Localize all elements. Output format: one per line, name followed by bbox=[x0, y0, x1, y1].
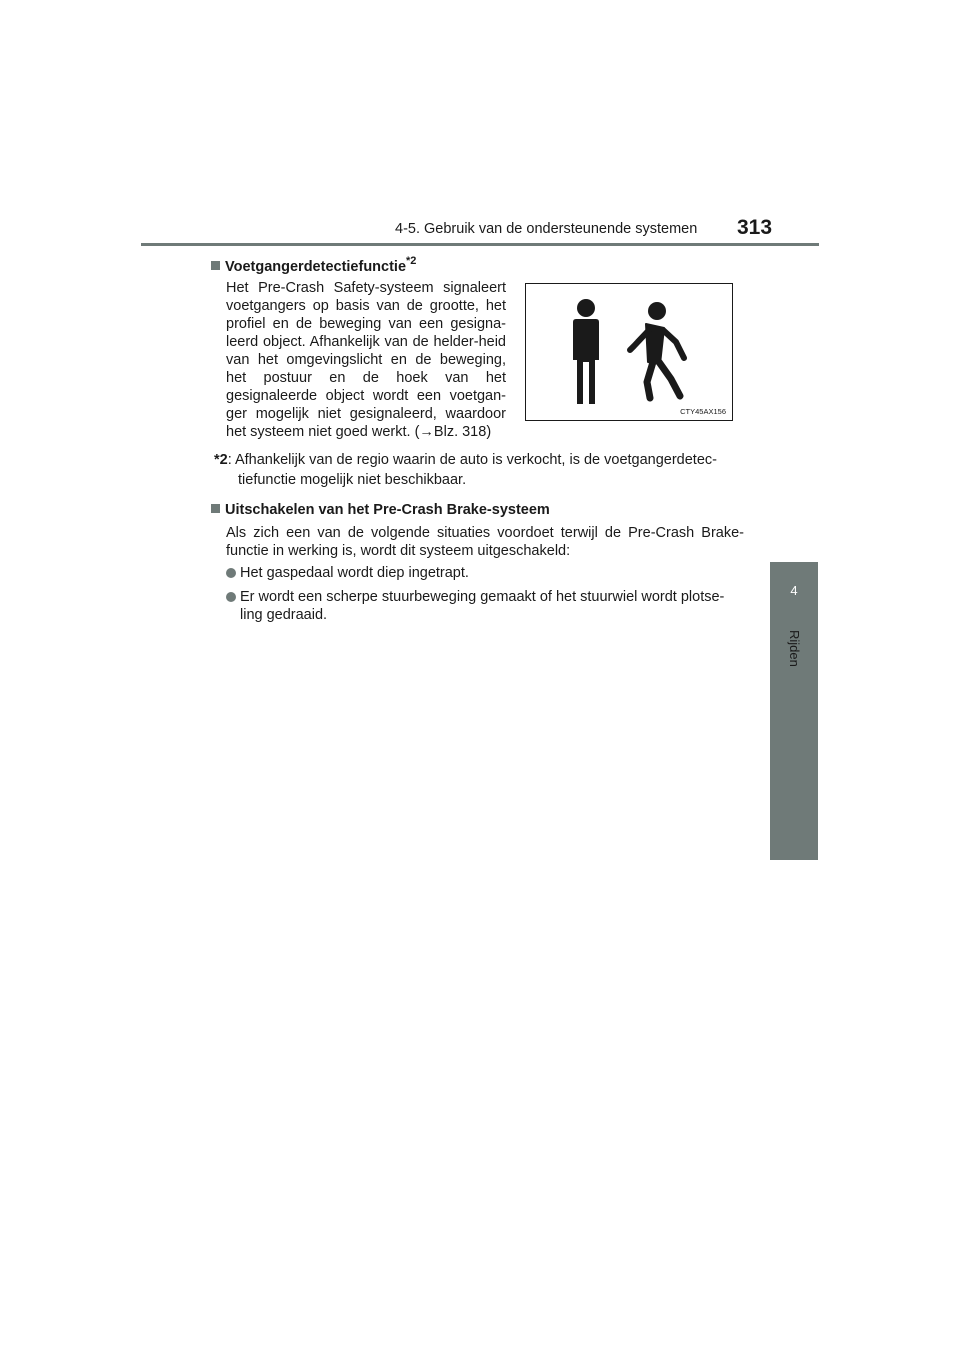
disable-heading bbox=[211, 502, 550, 518]
figure-code: CTY45AX156 bbox=[680, 407, 726, 416]
list-item bbox=[226, 564, 744, 582]
bullet-icon bbox=[226, 568, 236, 578]
footnote-line-2: tiefunctie mogelijk niet beschikbaar. bbox=[238, 472, 467, 488]
footnote-line-1: : Afhankelijk van de regio waarin de auto is verkocht, is de voetgangerdetec- bbox=[227, 452, 717, 468]
footnote bbox=[214, 450, 754, 490]
list-item-text: Het gaspedaal wordt diep ingetrapt. bbox=[240, 565, 469, 581]
footnote-mark: *2 bbox=[214, 452, 228, 468]
pedestrian-heading-footnote-ref: *2 bbox=[406, 255, 417, 267]
section-title: 4-5. Gebruik van de ondersteunende systemen bbox=[395, 221, 698, 237]
header-divider bbox=[141, 243, 819, 246]
heading-square-icon bbox=[211, 261, 220, 270]
pedestrian-figure bbox=[525, 283, 733, 421]
walking-person-icon bbox=[630, 302, 684, 398]
bullet-icon bbox=[226, 592, 236, 602]
heading-square-icon bbox=[211, 504, 220, 513]
disable-body: Als zich een van de volgende situaties voordoet terwijl de Pre-Crash Brake-functie in werking is, wordt dit systeem uitgeschakeld: bbox=[226, 525, 744, 559]
pedestrian-heading bbox=[211, 255, 416, 275]
chapter-tab-label: Rijden bbox=[787, 630, 802, 667]
pedestrian-illustration bbox=[526, 284, 732, 420]
list-item-text: Er wordt een scherpe stuurbeweging gemaakt of het stuurwiel wordt plotse- bbox=[240, 589, 725, 605]
pedestrian-heading-text: Voetgangerdetectiefunctie bbox=[225, 259, 407, 275]
pedestrian-body: Het Pre-Crash Safety-systeem signaleert voetgangers op basis van de grootte, het profiel en de beweging van een gesigna-leerd object. Afhankelijk van de helder-heid van het omgevingslicht en de beweging, het postuur en de hoek van het gesignaleerde object wordt een voetgan-ger mogelijk niet gesignaleerd, waardoor het systeem niet goed werkt. (→Blz. 318) bbox=[226, 280, 506, 440]
chapter-tab-number: 4 bbox=[770, 562, 818, 620]
page-number: 313 bbox=[737, 216, 773, 239]
list-item-text-continued: ling gedraaid. bbox=[240, 607, 328, 623]
standing-person-icon bbox=[573, 299, 599, 404]
chapter-tab bbox=[770, 620, 818, 860]
list-item bbox=[226, 588, 744, 624]
disable-heading-text: Uitschakelen van het Pre-Crash Brake-systeem bbox=[225, 502, 550, 518]
